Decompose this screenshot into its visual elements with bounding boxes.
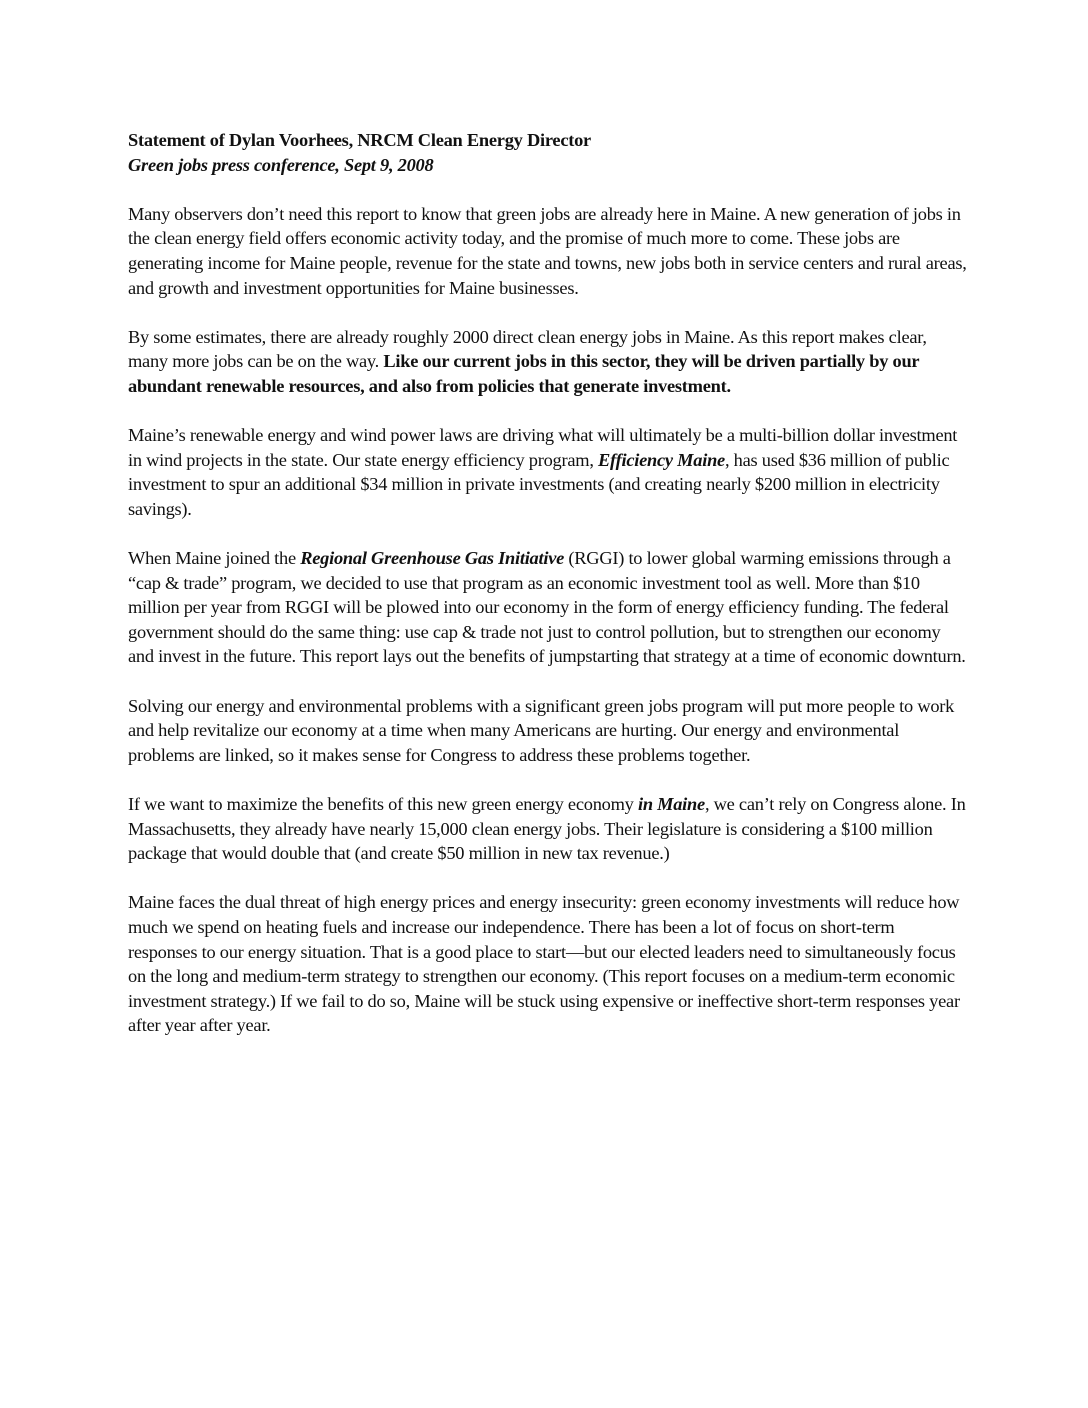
paragraph-4 [128, 546, 968, 669]
paragraph-bold-text: Like our current jobs in this sector, they will be driven partially by our abundant renewable resources, and also from policies that generate investment. [128, 351, 919, 396]
paragraph-text: Solving our energy and environmental problems with a significant green jobs program will put more people to work and help revitalize our economy at a time when many Americans are hurting. Our energy and environmental problems are linked, so it makes sense for Congress to address these problems together. [128, 695, 955, 765]
paragraph-text: , we can’t rely on Congress alone. In Massachusetts, they already have nearly 15,000 clean energy jobs. Their legislature is considering a $100 million package that would double that (and create $50 million in new tax revenue.) [128, 794, 966, 864]
paragraph-7 [128, 890, 968, 1038]
paragraph-text: (RGGI) to lower global warming emissions through a “cap & trade” program, we decided to use that program as an economic investment tool as well. More than $10 million per year from RGGI will be plowed into our economy in the form of energy efficiency funding. The federal government should do the same thing: use cap & trade not just to control pollution, but to strengthen our economy and invest in the future. This report lays out the benefits of jumpstarting that strategy at a time of economic downturn. [128, 548, 966, 667]
document-title: Statement of Dylan Voorhees, NRCM Clean Energy Director [128, 130, 591, 150]
paragraph-text: Maine’s renewable energy and wind power laws are driving what will ultimately be a multi-billion dollar investment in wind projects in the state. Our state energy efficiency program, [128, 425, 958, 470]
paragraph-text: , has used $36 million of public investment to spur an additional $34 million in private investments (and creating nearly $200 million in electricity savings). [128, 449, 950, 519]
paragraph-text: If we want to maximize the benefits of this new green energy economy [128, 794, 638, 815]
in-maine-emphasis: in Maine [637, 794, 705, 815]
paragraph-text: When Maine joined the [128, 548, 301, 569]
initiative-name-emphasis: Regional Greenhouse Gas Initiative [300, 548, 565, 569]
paragraph-2 [128, 325, 968, 399]
document-subtitle: Green jobs press conference, Sept 9, 2008 [128, 154, 434, 175]
paragraph-5 [128, 694, 968, 768]
paragraph-6 [128, 792, 968, 866]
paragraph-text: By some estimates, there are already roughly 2000 direct clean energy jobs in Maine. As this report makes clear, many more jobs can be on the way. [128, 326, 927, 372]
paragraph-3 [128, 423, 968, 521]
document-page [128, 128, 968, 1063]
paragraph-1 [128, 202, 968, 300]
program-name-emphasis: Efficiency Maine [598, 449, 725, 470]
paragraph-text: Maine faces the dual threat of high energy prices and energy insecurity: green economy investments will reduce how much we spend on heating fuels and increase our independence. There has been a lot of focus on short-term responses to our energy situation. That is a good place to start—but our elected leaders need to simultaneously focus on the long and medium-term strategy to strengthen our economy. (This report focuses on a medium-term economic investment strategy.) If we fail to do so, Maine will be stuck using expensive or ineffective short-term responses year after year after year. [128, 892, 960, 1036]
paragraph-text: Many observers don’t need this report to know that green jobs are already here in Maine. A new generation of jobs in the clean energy field offers economic activity today, and the promise of much more to come. These jobs are generating income for Maine people, revenue for the state and towns, new jobs both in service centers and rural areas, and growth and investment opportunities for Maine businesses. [128, 203, 967, 298]
